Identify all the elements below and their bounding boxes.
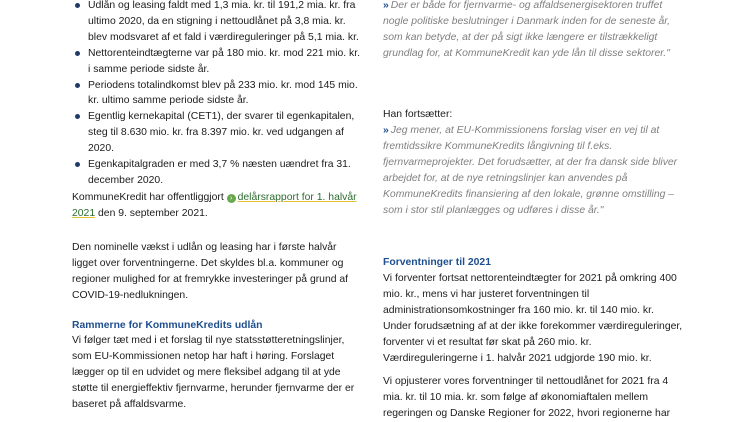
publication-text-after: den 9. september 2021. (98, 207, 208, 219)
quote-marker-icon: » (383, 125, 387, 136)
quote-marker-icon: » (383, 0, 387, 11)
growth-paragraph: Den nominelle vækst i udlån og leasing har i første halvår ligget over forventningerne. Det skyldes bl.a. kommuner og regioner mulighed for at fremrykke investeringer på grund af COVID-19-nedlukningen. (72, 242, 349, 301)
quote-1 (383, 0, 683, 62)
quote-2-text: Jeg mener, at EU-Kommissionens forslag viser en vej til at fremtidssikre KommuneKredits långivning til f.eks. fjernvarmeprojekter. Det forudsætter, at der fra dansk side bliver arbejdet for, at de nye retningslinjer kan anvendes på KommuneKredits finansiering af den lokale, grønne omstilling – som i stor stil planlægges og udføres i disse år." (383, 125, 678, 216)
publication-note (72, 190, 364, 222)
bullet-net-interest: Nettorenteindtægterne var på 180 mio. kr. mod 221 mio. kr. i samme periode sidste år. (72, 46, 364, 78)
rammer-paragraph: Vi følger tæt med i et forslag til nye statsstøtteretningslinjer, som EU-Kommissionen netop har haft i høring. Forslaget lægger op til en udvidet og mere fleksibel adgang til at yde støtte til energieffektiv fjernvarme, herunder fjernvarme der er baseret på affaldsvarme. (72, 335, 355, 410)
rammer-heading: Rammerne for KommuneKredits udlån (72, 320, 263, 331)
arrow-right-icon: › (227, 194, 236, 203)
bullet-cet1: Egentlig kernekapital (CET1), der svarer til egenkapitalen, steg til 8.630 mio. kr. fra 8.397 mio. kr. ved udgangen af 2020. (72, 109, 364, 157)
key-figures-list (72, 0, 364, 189)
bullet-total-income: Periodens totalindkomst blev på 233 mio. kr. mod 145 mio. kr. ultimo samme periode sidste år. (72, 78, 364, 110)
forecast-paragraph-1: Vi forventer fortsat nettorenteindtægter for 2021 på omkring 400 mio. kr., mens vi har justeret forventningen til administrationsomkostninger fra 160 mio. kr. til 140 mio. kr. Under forudsætning af at der ikke forekommer værdireguleringer, forventer vi et resultat før skat på 260 mio. kr. Værdireguleringerne i 1. halvår 2021 udgjorde 190 mio. kr. (383, 273, 683, 364)
quote-2 (383, 123, 683, 218)
forecast-heading: Forventninger til 2021 (383, 257, 491, 268)
continues-label: Han fortsætter: (383, 109, 453, 120)
bullet-equity-ratio: Egenkapitalgraden er med 3,7 % næsten uændret fra 31. december 2020. (72, 157, 364, 189)
bullet-lending: Udlån og leasing faldt med 1,3 mia. kr. til 191,2 mia. kr. fra ultimo 2020, da en stigning i nettoudlånet på 3,8 mia. kr. blev modsvaret af et fald i værdireguleringer på 5,1 mia. kr. (72, 0, 364, 46)
publication-text-before: KommuneKredit har offentliggjort (72, 192, 224, 203)
forecast-paragraph-2: Vi opjusterer vores forventninger til nettoudlånet for 2021 fra 4 mia. kr. til 10 mia. kr. som følge af økonomiaftalen mellem regeringen og Danske Regioner for 2022, hvori regionerne har (383, 376, 671, 419)
interim-report-link[interactable]: delårsrapport for 1. halvår 2021 (72, 192, 357, 219)
quote-1-text: Der er både for fjernvarme- og affaldsenergisektoren truffet nogle politiske beslutninger i Danmark inden for de seneste år, som kan betyde, at der på sigt ikke længere er tilstrækkeligt grundlag for, at KommuneKredit kan yde lån til disse sektorer." (383, 0, 671, 59)
